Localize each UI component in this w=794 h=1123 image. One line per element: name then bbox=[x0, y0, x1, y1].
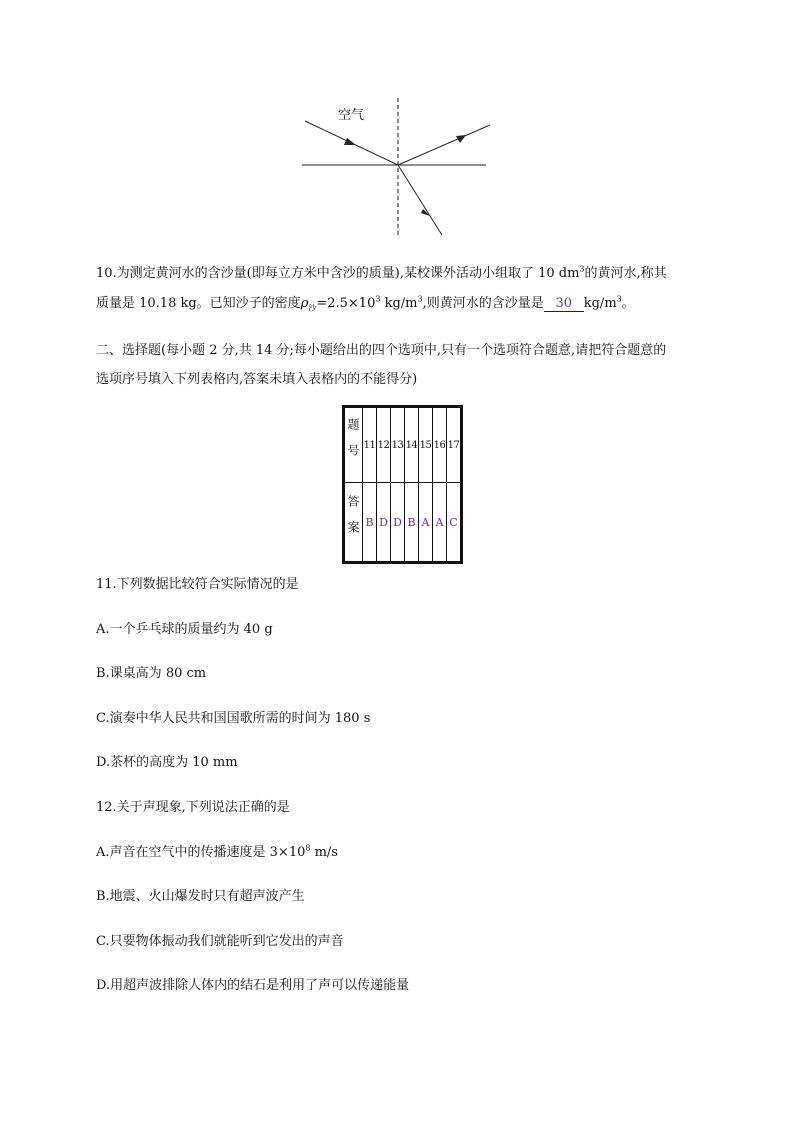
q12-option-c: C.只要物体振动我们就能听到它发出的声音 bbox=[96, 934, 344, 949]
q12-option-a-text: A.声音在空气中的传播速度是 3×10 bbox=[96, 845, 306, 860]
question-number: 12 bbox=[377, 407, 391, 483]
q10-density-unit-exp: 3 bbox=[417, 294, 423, 304]
answer-cell: B bbox=[363, 483, 377, 563]
answer-cell: C bbox=[447, 483, 462, 563]
row-header-number: 题号 bbox=[344, 407, 363, 483]
q11-option-c: C.演奏中华人民共和国国歌所需的时间为 180 s bbox=[96, 711, 371, 726]
q11-option-a: A.一个乒乓球的质量约为 40 g bbox=[96, 622, 273, 637]
rho-symbol: ρ bbox=[300, 296, 309, 311]
q10-line2 bbox=[96, 292, 635, 312]
answer-cell: D bbox=[391, 483, 405, 563]
refraction-diagram bbox=[296, 95, 496, 245]
q10-text-a: 10.为测定黄河水的含沙量(即每立方米中含沙的质量),某校课外活动小组取了 10 dm bbox=[96, 266, 580, 281]
question-number: 13 bbox=[391, 407, 405, 483]
refraction-figure bbox=[296, 95, 496, 249]
q10-answer-unit: kg/m bbox=[583, 296, 617, 311]
q10-text-d: ,则黄河水的含沙量是 bbox=[422, 296, 544, 311]
q10-answer-blank: 30 bbox=[544, 297, 584, 312]
q11-stem: 11.下列数据比较符合实际情况的是 bbox=[96, 577, 299, 592]
q12-option-a-exp: 8 bbox=[305, 843, 311, 853]
answer-cell: A bbox=[433, 483, 447, 563]
q10-text-b: 的黄河水,称其 bbox=[584, 266, 667, 281]
q10-period: 。 bbox=[621, 296, 635, 311]
q10-text-c: 质量是 10.18 kg。已知沙子的密度 bbox=[96, 296, 301, 311]
q10-density-exp: 3 bbox=[375, 294, 381, 304]
table-row-numbers bbox=[344, 407, 462, 483]
question-number: 16 bbox=[433, 407, 447, 483]
answer-cell: D bbox=[377, 483, 391, 563]
q11-option-b: B.课桌高为 80 cm bbox=[96, 666, 207, 681]
q12-option-a-unit: m/s bbox=[310, 845, 338, 860]
question-number: 11 bbox=[363, 407, 377, 483]
refracted-arrow bbox=[421, 209, 430, 216]
q10-sup: 3 bbox=[579, 264, 585, 274]
rho-subscript: 沙 bbox=[308, 303, 317, 313]
q10-answer-unit-exp: 3 bbox=[616, 294, 622, 304]
table-row-answers bbox=[344, 483, 462, 563]
answer-cell: B bbox=[405, 483, 419, 563]
question-number: 15 bbox=[419, 407, 433, 483]
question-number: 14 bbox=[405, 407, 419, 483]
refracted-ray bbox=[398, 165, 442, 235]
section2-line2: 选项序号填入下列表格内,答案未填入表格内的不能得分) bbox=[96, 372, 418, 387]
q10-density: =2.5×10 bbox=[316, 296, 376, 311]
answer-table bbox=[342, 405, 463, 564]
incident-arrow bbox=[344, 138, 356, 145]
q10-density-unit: kg/m bbox=[380, 296, 418, 311]
q10-line1 bbox=[96, 262, 667, 281]
row-header-answer: 答案 bbox=[344, 483, 363, 563]
q11-option-d: D.茶杯的高度为 10 mm bbox=[96, 755, 238, 770]
q12-option-b: B.地震、火山爆发时只有超声波产生 bbox=[96, 889, 305, 904]
q12-option-a bbox=[96, 841, 338, 860]
air-label: 空气 bbox=[338, 108, 365, 123]
section2-line1: 二、选择题(每小题 2 分,共 14 分;每小题给出的四个选项中,只有一个选项符合题意,请把符合题意的 bbox=[96, 343, 667, 358]
reflected-ray bbox=[398, 125, 490, 165]
q12-stem: 12.关于声现象,下列说法正确的是 bbox=[96, 800, 290, 815]
answer-cell: A bbox=[419, 483, 433, 563]
question-number: 17 bbox=[447, 407, 462, 483]
q12-option-d: D.用超声波排除人体内的结石是利用了声可以传递能量 bbox=[96, 978, 410, 993]
